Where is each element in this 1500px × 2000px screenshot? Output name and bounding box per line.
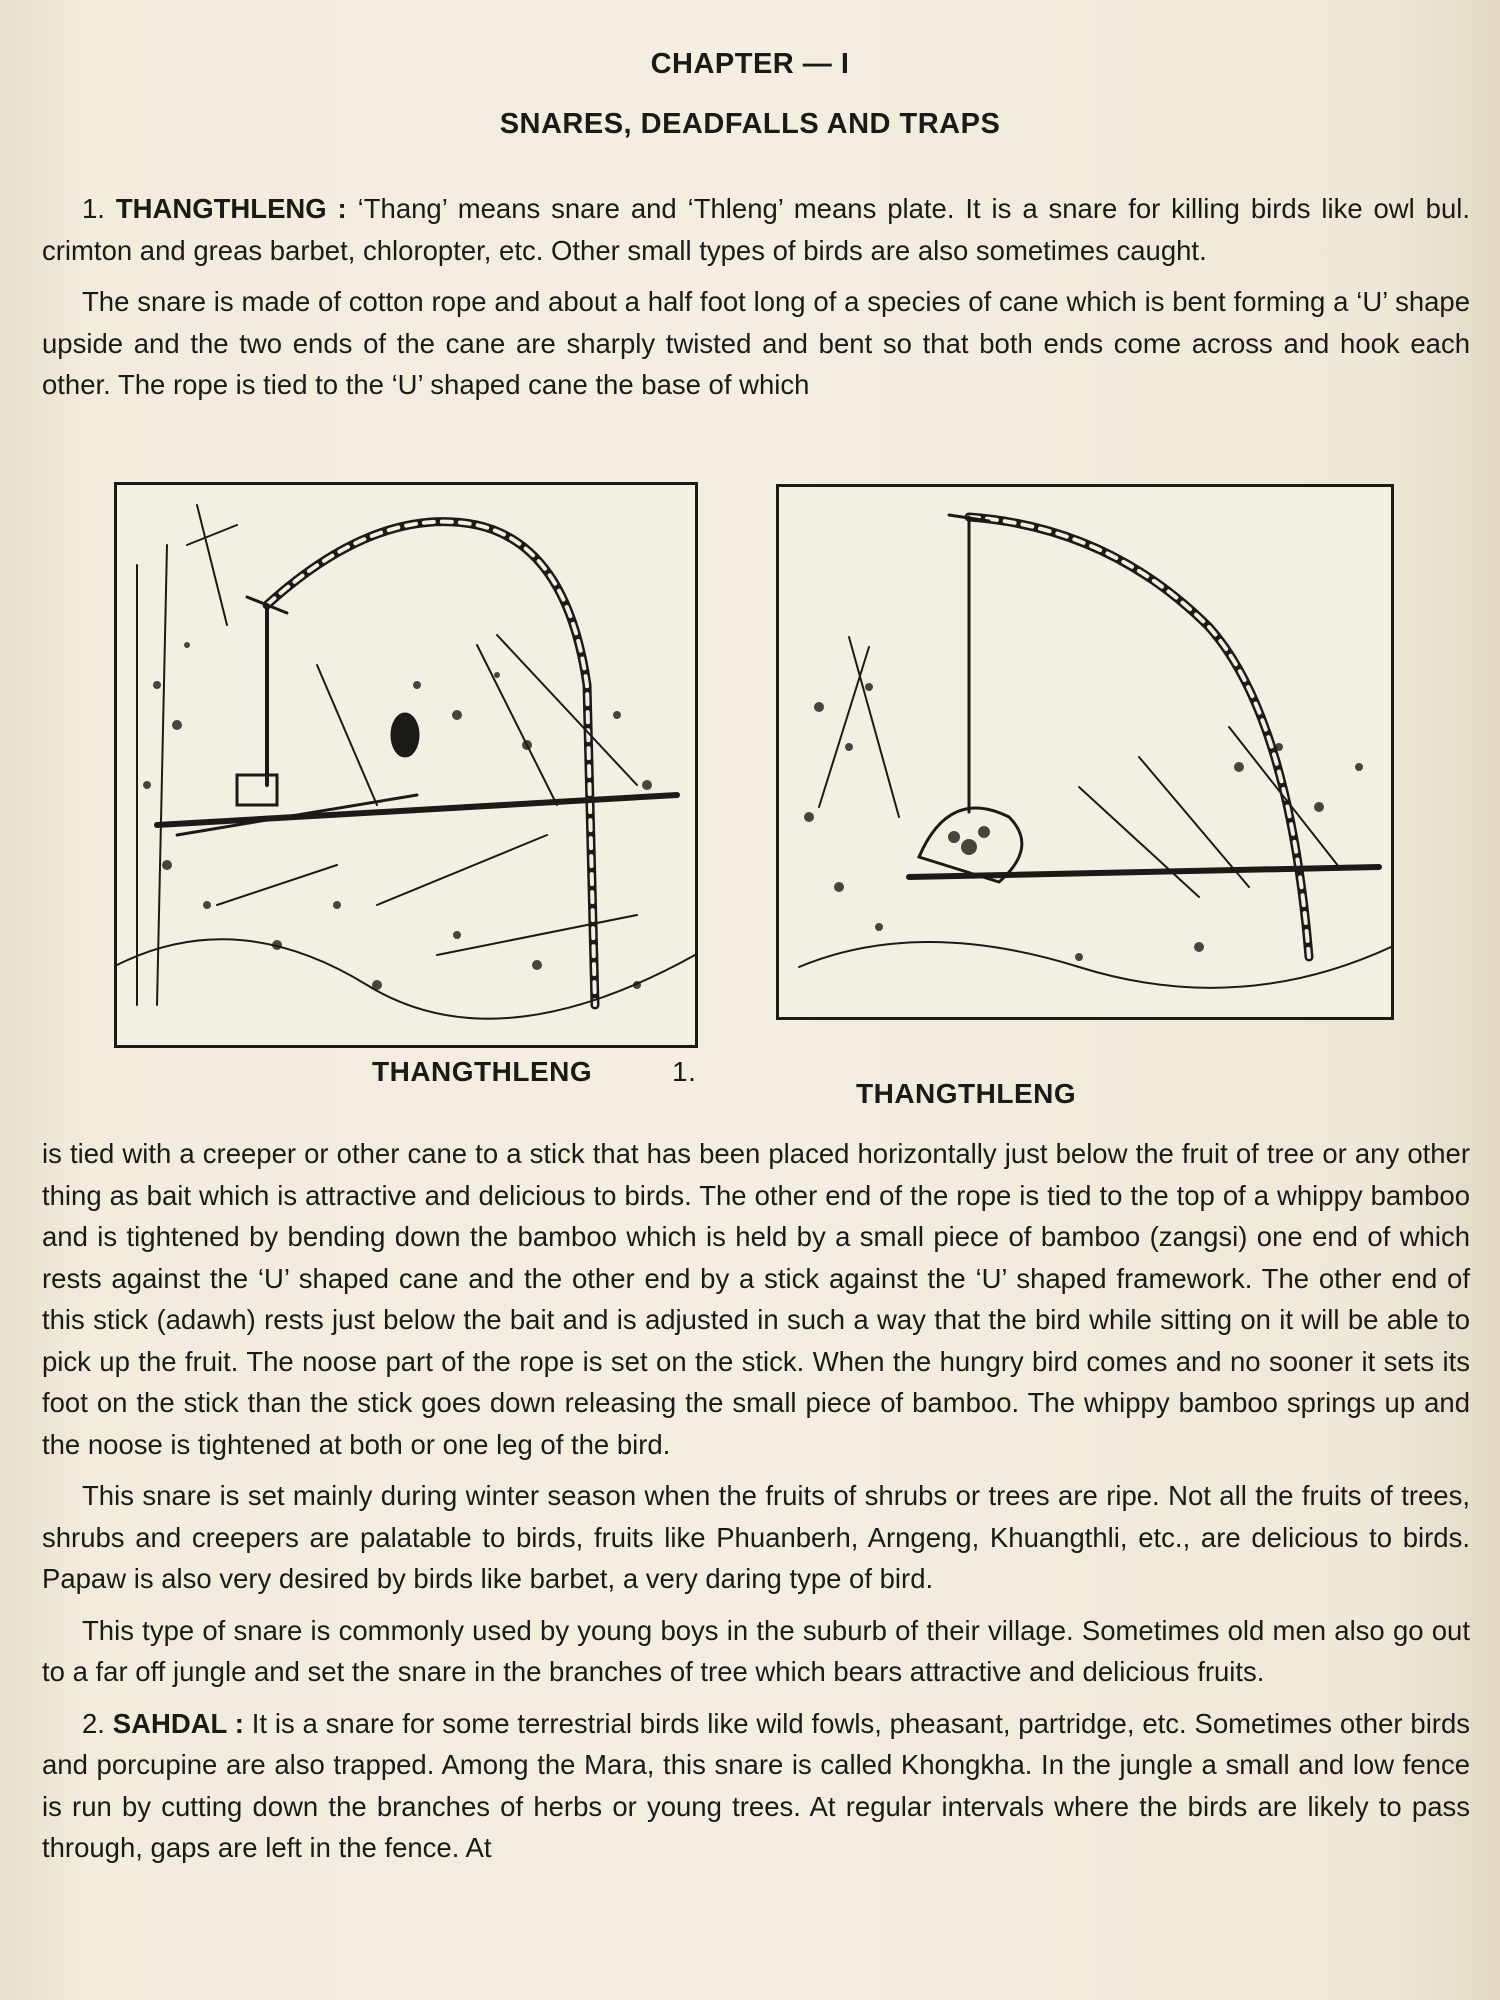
snare-sketch-2 xyxy=(779,487,1391,1017)
figure-caption-1: THANGTHLENG xyxy=(372,1056,593,1087)
paragraph: This snare is set mainly during winter season when the fruits of shrubs or trees are ripe. Not all the fruits of trees, shrubs and creepers are palatable to birds, fruits like Phuanberh, Arngeng, Khuangthli, etc., are delicious to birds. Papaw is also very desired by birds like barbet, a very daring type of bird. xyxy=(42,1480,1470,1594)
chapter-header xyxy=(0,44,1500,144)
figure-caption-2: THANGTHLENG xyxy=(856,1078,1077,1109)
section-heading: THANGTHLENG : xyxy=(115,193,347,224)
figure-caption-1-number: 1. xyxy=(672,1056,697,1087)
illustration-thangthleng-1 xyxy=(114,482,698,1048)
section-number: 1. xyxy=(82,193,105,224)
section-number: 2. xyxy=(82,1707,105,1739)
section-heading: SAHDAL : xyxy=(112,1707,244,1739)
text-block-bottom xyxy=(42,1133,1470,1879)
chapter-title: CHAPTER — I xyxy=(650,48,850,80)
snare-sketch-1 xyxy=(117,485,695,1045)
illustration-thangthleng-2 xyxy=(776,484,1394,1020)
paragraph: is tied with a creeper or other cane to a stick that has been placed horizontally just below the fruit of tree or any other thing as bait which is attractive and delicious to birds. The other end of the rope is tied to the top of a whippy bamboo and is tightened by bending down the bamboo which is held by a small piece of bamboo (zangsi) one end of which rests against the ‘U’ shaped cane and the other end by a stick against the ‘U’ shaped framework. The other end of this stick (adawh) rests just below the bait and is adjusted in such a way that the bird while sitting on it will be able to pick up the fruit. The noose part of the rope is set on the stick. When the hungry bird comes and no sooner it sets its foot on the stick than the stick goes down releasing the small piece of bamboo. The whippy bamboo springs up and the noose is tightened at both or one leg of the bird. xyxy=(42,1138,1470,1460)
chapter-subtitle: SNARES, DEADFALLS AND TRAPS xyxy=(499,108,1001,140)
paragraph-text: It is a snare for some terrestrial birds like wild fowls, pheasant, partridge, etc. Sometimes other birds and porcupine are also trapped. Among the Mara, this snare is called Khongkha. In the jungle a small and low fence is run by cutting down the branches of herbs or young trees. At regular intervals where the birds are likely to pass through, gaps are left in the fence. At xyxy=(42,1707,1471,1863)
paragraph: This type of snare is commonly used by young boys in the suburb of their village. Sometimes old men also go out to a far off jungle and set the snare in the branches of tree which bears attractive and delicious fruits. xyxy=(42,1614,1470,1687)
paragraph xyxy=(42,1703,1470,1869)
paragraph xyxy=(42,188,1470,271)
paragraph-text: ‘Thang’ means snare and ‘Thleng’ means plate. It is a snare for killing birds like owl bul. crimton and greas barbet, chloropter, etc. Other small types of birds are also sometimes caught. xyxy=(42,193,1471,266)
paragraph: The snare is made of cotton rope and about a half foot long of a species of cane which is bent forming a ‘U’ shape upside and the two ends of the cane are sharply twisted and bent so that both ends come across and hook each other. The rope is tied to the ‘U’ shaped cane the base of which xyxy=(42,286,1470,400)
text-block-top xyxy=(42,188,1470,416)
